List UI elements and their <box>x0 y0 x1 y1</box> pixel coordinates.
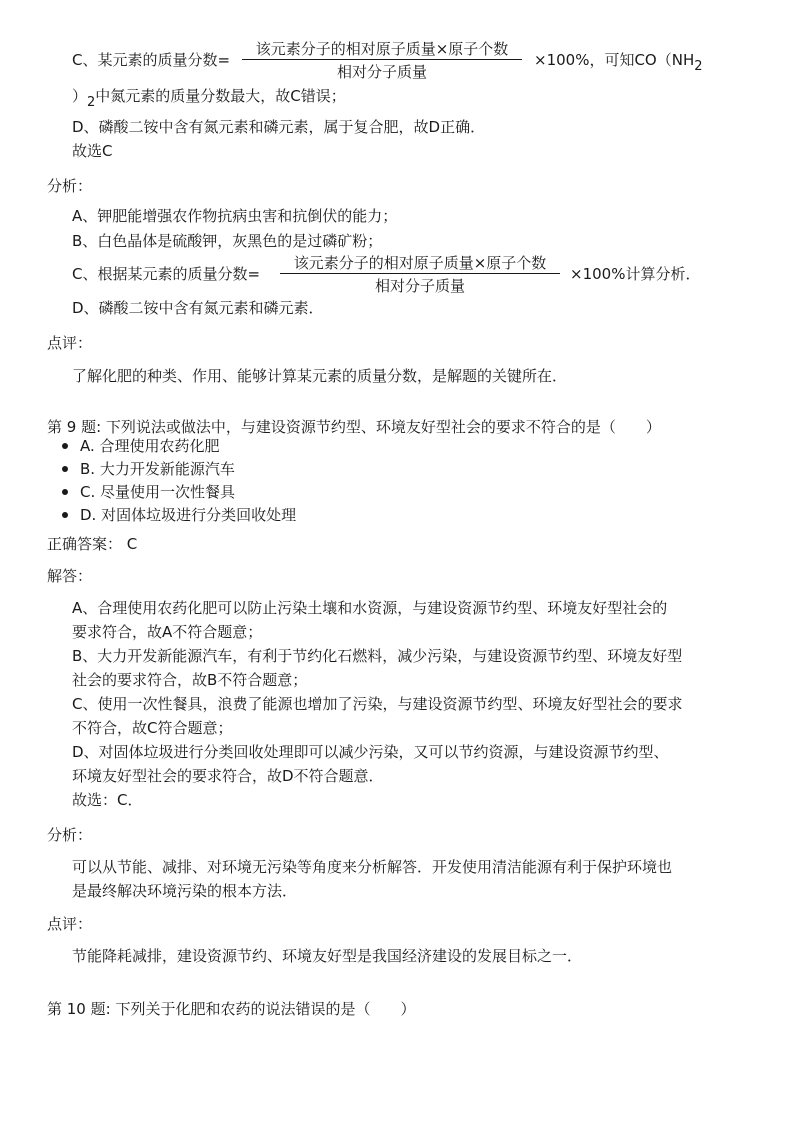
q9-review-label: 点评： <box>47 915 93 933</box>
q9-solution-label: 解答： <box>47 567 93 585</box>
q8-review-label: 点评： <box>47 334 93 352</box>
q9-option-b <box>62 459 296 482</box>
q8-review-text: 了解化肥的种类、作用、能够计算某元素的质量分数，是解题的关键所在． <box>72 367 568 385</box>
q9-analysis-label: 分析： <box>47 826 93 844</box>
q9-option-d <box>62 505 296 528</box>
bullet-icon <box>62 489 68 495</box>
q9-solution-line: C、使用一次性餐具，浪费了能源也增加了污染，与建设资源节约型、环境友好型社会的要求 <box>72 695 683 713</box>
q9-option-c <box>62 482 296 505</box>
subscript-2: 2 <box>694 59 703 74</box>
option-text: C. 尽量使用一次性餐具 <box>80 483 236 501</box>
q9-title: 第 9 题: 下列说法或做法中，与建设资源节约型、环境友好型社会的要求不符合的是（ ） <box>47 418 661 436</box>
q8-analysis-b: B、白色晶体是硫酸钾，灰黑色的是过磷矿粉； <box>72 232 383 250</box>
q8-c-line2-text: 中氮元素的质量分数最大，故C错误； <box>95 87 346 105</box>
q8-c-suffix-text: ×100%，可知CO（NH <box>534 51 695 69</box>
q9-answer <box>47 534 137 554</box>
q9-analysis-line: 是最终解决环境污染的根本方法． <box>72 882 298 900</box>
q8-mass-fraction-formula <box>242 39 522 82</box>
option-text: D. 对固体垃圾进行分类回收处理 <box>80 506 297 524</box>
q9-analysis-line: 可以从节能、减排、对环境无污染等角度来分析解答．开发使用清洁能源有利于保护环境也 <box>72 858 673 876</box>
q8-choose: 故选C <box>72 142 113 160</box>
q9-solution-line: D、对固体垃圾进行分类回收处理即可以减少污染，又可以节约资源，与建设资源节约型、 <box>72 743 669 761</box>
q9-solution-line: 要求符合，故A不符合题意； <box>72 623 263 641</box>
fraction-numerator: 该元素分子的相对原子质量×原子个数 <box>280 253 560 274</box>
answer-label: 正确答案： <box>47 535 123 553</box>
answer-value: C <box>126 535 138 553</box>
q8-option-d: D、磷酸二铵中含有氮元素和磷元素，属于复合肥，故D正确． <box>72 118 486 136</box>
q8-analysis-d: D、磷酸二铵中含有氮元素和磷元素． <box>72 299 324 317</box>
option-text: B. 大力开发新能源汽车 <box>80 460 235 478</box>
q10-title: 第 10 题: 下列关于化肥和农药的说法错误的是（ ） <box>47 1000 416 1018</box>
subscript-2: 2 <box>87 95 96 110</box>
q8-analysis-label: 分析： <box>47 177 93 195</box>
fraction-numerator: 该元素分子的相对原子质量×原子个数 <box>242 39 522 60</box>
bullet-icon <box>62 443 68 449</box>
q9-solution-line: 故选：C． <box>72 791 143 809</box>
bullet-icon <box>62 512 68 518</box>
q8-analysis-c-suffix: ×100%计算分析． <box>570 265 701 283</box>
fraction-denominator: 相对分子质量 <box>374 277 465 295</box>
q8-c-close-paren: ） <box>72 87 88 105</box>
q9-review-text: 节能降耗减排，建设资源节约、环境友好型是我国经济建设的发展目标之一． <box>72 947 583 965</box>
q9-option-a <box>62 436 296 459</box>
option-text: A. 合理使用农药化肥 <box>80 437 220 455</box>
q9-solution-line: 不符合，故C符合题意； <box>72 719 233 737</box>
q8-analysis-mass-fraction-formula <box>280 253 560 296</box>
q9-solution-line: 社会的要求符合，故B不符合题意； <box>72 671 308 689</box>
bullet-icon <box>62 466 68 472</box>
q8-option-c-prefix: C、某元素的质量分数= <box>72 51 231 69</box>
q9-options-list <box>62 436 296 528</box>
q8-option-c-line2 <box>72 86 346 108</box>
q9-solution-line: A、合理使用农药化肥可以防止污染土壤和水资源，与建设资源节约型、环境友好型社会的 <box>72 599 668 617</box>
q9-solution-line: B、大力开发新能源汽车，有利于节约化石燃料，减少污染，与建设资源节约型、环境友好型 <box>72 647 683 665</box>
fraction-denominator: 相对分子质量 <box>336 63 427 81</box>
q9-solution-line: 环境友好型社会的要求符合，故D不符合题意． <box>72 767 384 785</box>
q8-analysis-a: A、钾肥能增强农作物抗病虫害和抗倒伏的能力； <box>72 207 398 225</box>
q8-option-c-suffix <box>534 50 703 72</box>
q8-analysis-c-prefix: C、根据某元素的质量分数= <box>72 265 261 283</box>
